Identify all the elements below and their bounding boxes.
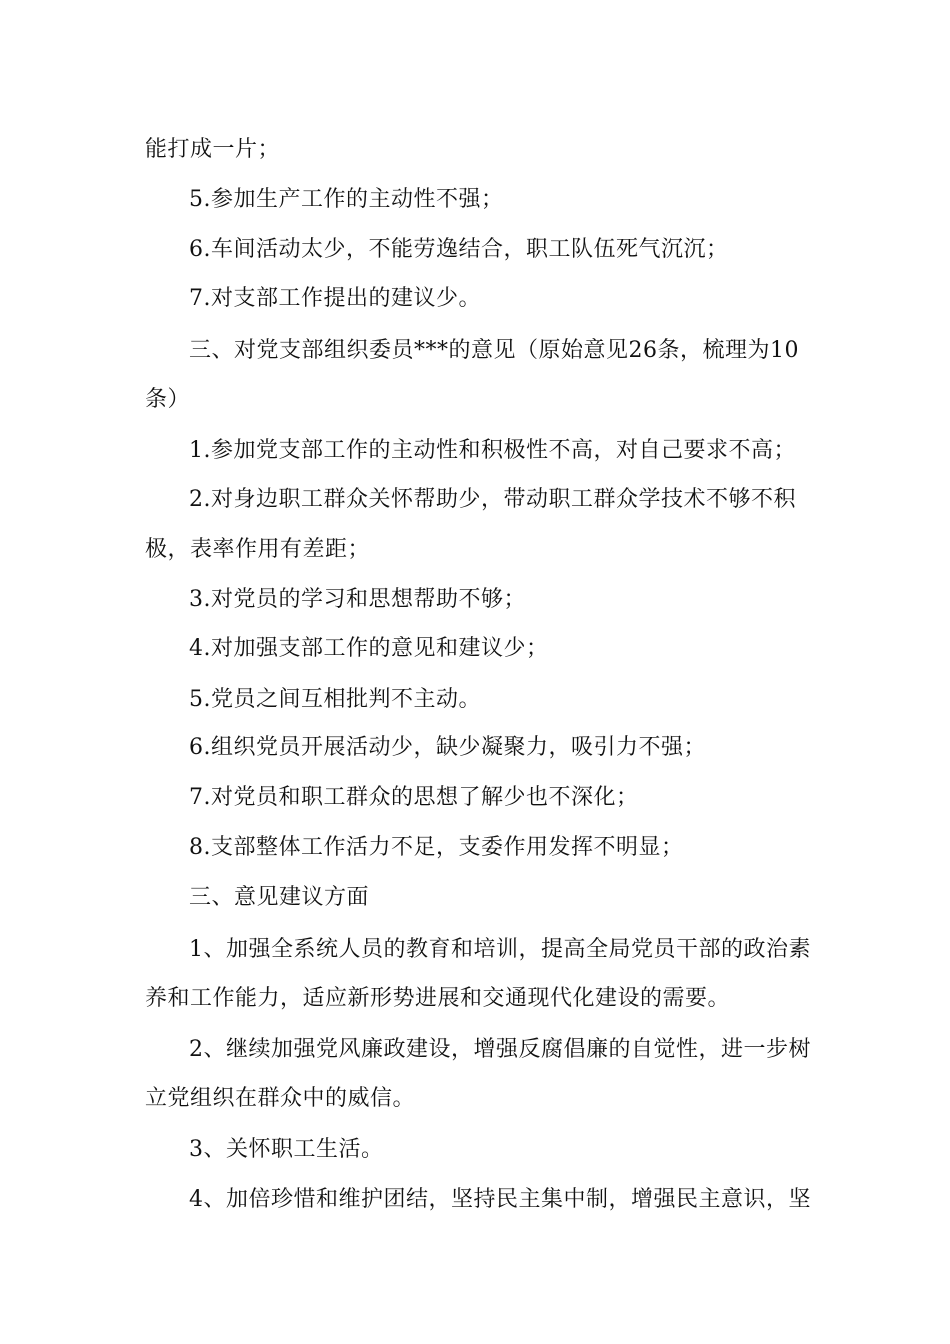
text-line: 养和工作能力，适应新形势进展和交通现代化建设的需要。 <box>145 986 731 1011</box>
text-line: 1.参加党支部工作的主动性和积极性不高，对自己要求不高； <box>189 438 796 463</box>
text-line: 能打成一片； <box>145 137 281 162</box>
text-line: 1、加强全系统人员的教育和培训，提高全局党员干部的政治素 <box>189 937 811 962</box>
text-line: 7.对党员和职工群众的思想了解少也不深化； <box>189 785 639 810</box>
text-line: 4.对加强支部工作的意见和建议少； <box>189 636 549 661</box>
text-line: 8.支部整体工作活力不足，支委作用发挥不明显； <box>189 835 684 860</box>
text-line: 5.参加生产工作的主动性不强； <box>189 187 504 212</box>
text-line: 7.对支部工作提出的建议少。 <box>189 286 481 311</box>
text-line: 立党组织在群众中的威信。 <box>145 1086 416 1111</box>
text-line: 4、加倍珍惜和维护团结，坚持民主集中制，增强民主意识，坚 <box>189 1187 811 1212</box>
text-line: 2、继续加强党风廉政建设，增强反腐倡廉的自觉性，进一步树 <box>189 1037 811 1062</box>
text-line: 极，表率作用有差距； <box>145 537 371 562</box>
section-heading: 三、意见建议方面 <box>189 885 370 910</box>
text-line: 6.车间活动太少，不能劳逸结合，职工队伍死气沉沉； <box>189 237 729 262</box>
section-heading: 三、对党支部组织委员***的意见（原始意见26条，梳理为10 <box>189 338 799 363</box>
text-line: 3、关怀职工生活。 <box>189 1137 384 1162</box>
text-line: 6.组织党员开展活动少，缺少凝聚力，吸引力不强； <box>189 735 706 760</box>
text-line: 5.党员之间互相批判不主动。 <box>189 687 481 712</box>
text-line: 条） <box>145 387 191 412</box>
text-line: 3.对党员的学习和思想帮助不够； <box>189 587 526 612</box>
text-line: 2.对身边职工群众关怀帮助少，带动职工群众学技术不够不积 <box>189 487 796 512</box>
